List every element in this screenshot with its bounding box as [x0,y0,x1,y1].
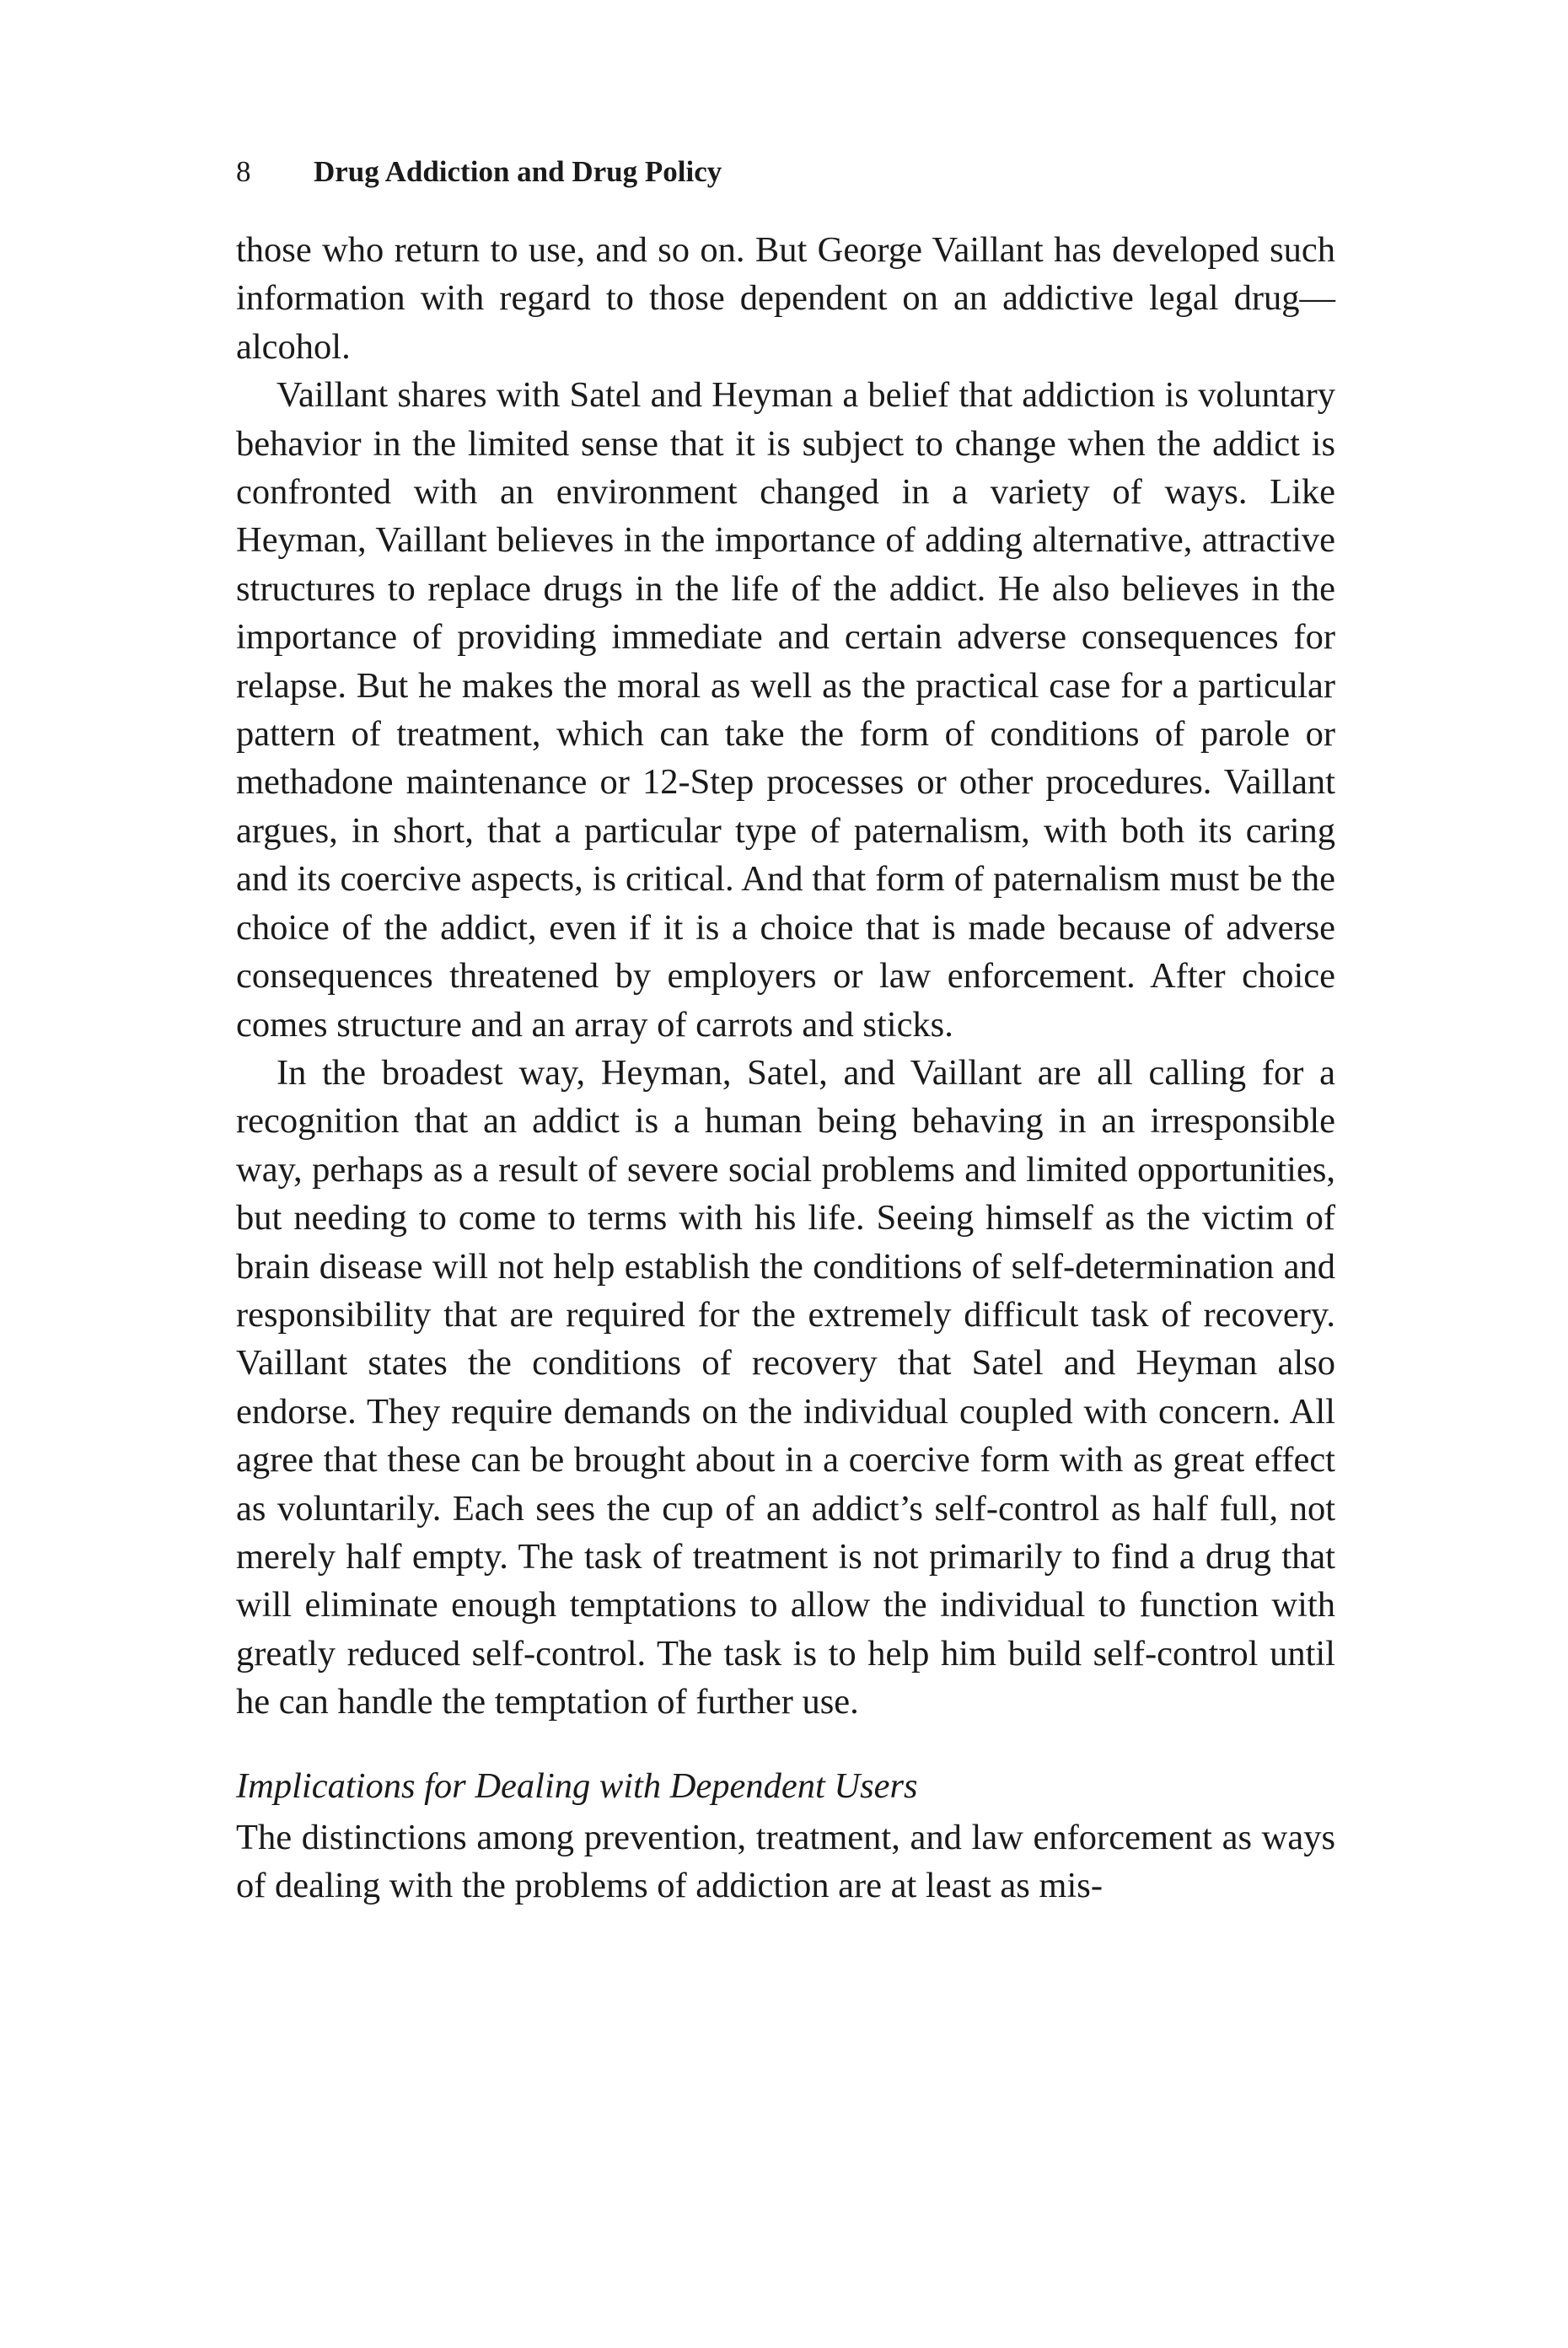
body-text [236,226,1335,1910]
page-number: 8 [236,155,251,188]
section-paragraph: The distinctions among prevention, treatment, and law enforcement as ways of dealing with the problems of addiction are at least as mis- [236,1818,1335,1906]
paragraph-broadest-way: In the broadest way, Heyman, Satel, and Vaillant are all calling for a recognition that an addict is a human being behaving in an irresponsible way, perhaps as a result of severe social problems and limited opportunities, but needing to come to terms with his life. Seeing himself as the victim of brain disease will not help establish the conditions of self-determination and responsibility that are required for the extremely difficult task of recovery. Vaillant states the conditions of recovery that Satel and Heyman also endorse. They require demands on the individual coupled with concern. All agree that these can be brought about in a coercive form with as great effect as voluntarily. Each sees the cup of an addict’s self-control as half full, not merely half empty. The task of treatment is not primarily to find a drug that will eliminate enough temptations to allow the individual to function with greatly reduced self-control. The task is to help him build self-control until he can handle the temptation of further use. [236,1052,1335,1722]
paragraph-continued: those who return to use, and so on. But George Vaillant has developed such information with regard to those dependent on an addictive legal drug—alcohol. [236,230,1335,367]
section-heading: Implications for Dealing with Dependent Users [236,1765,918,1806]
book-page [236,152,1335,1910]
paragraph-vaillant: Vaillant shares with Satel and Heyman a belief that addiction is voluntary behavior in the limited sense that it is subject to change when the addict is confronted with an environment changed in a variety of ways. Like Heyman, Vaillant believes in the importance of adding alternative, attractive structures to replace drugs in the life of the addict. He also believes in the importance of providing immediate and certain adverse consequences for relapse. But he makes the moral as well as the practical case for a particular pattern of treatment, which can take the form of conditions of parole or methadone maintenance or 12-Step processes or other procedures. Vaillant argues, in short, that a particular type of paternalism, with both its caring and its coercive aspects, is critical. And that form of paternalism must be the choice of the addict, even if it is a choice that is made because of adverse consequences threatened by employers or law enforcement. After choice comes structure and an array of carrots and sticks. [236,375,1335,1045]
running-head-title: Drug Addiction and Drug Policy [314,155,722,188]
running-head [236,152,1335,192]
